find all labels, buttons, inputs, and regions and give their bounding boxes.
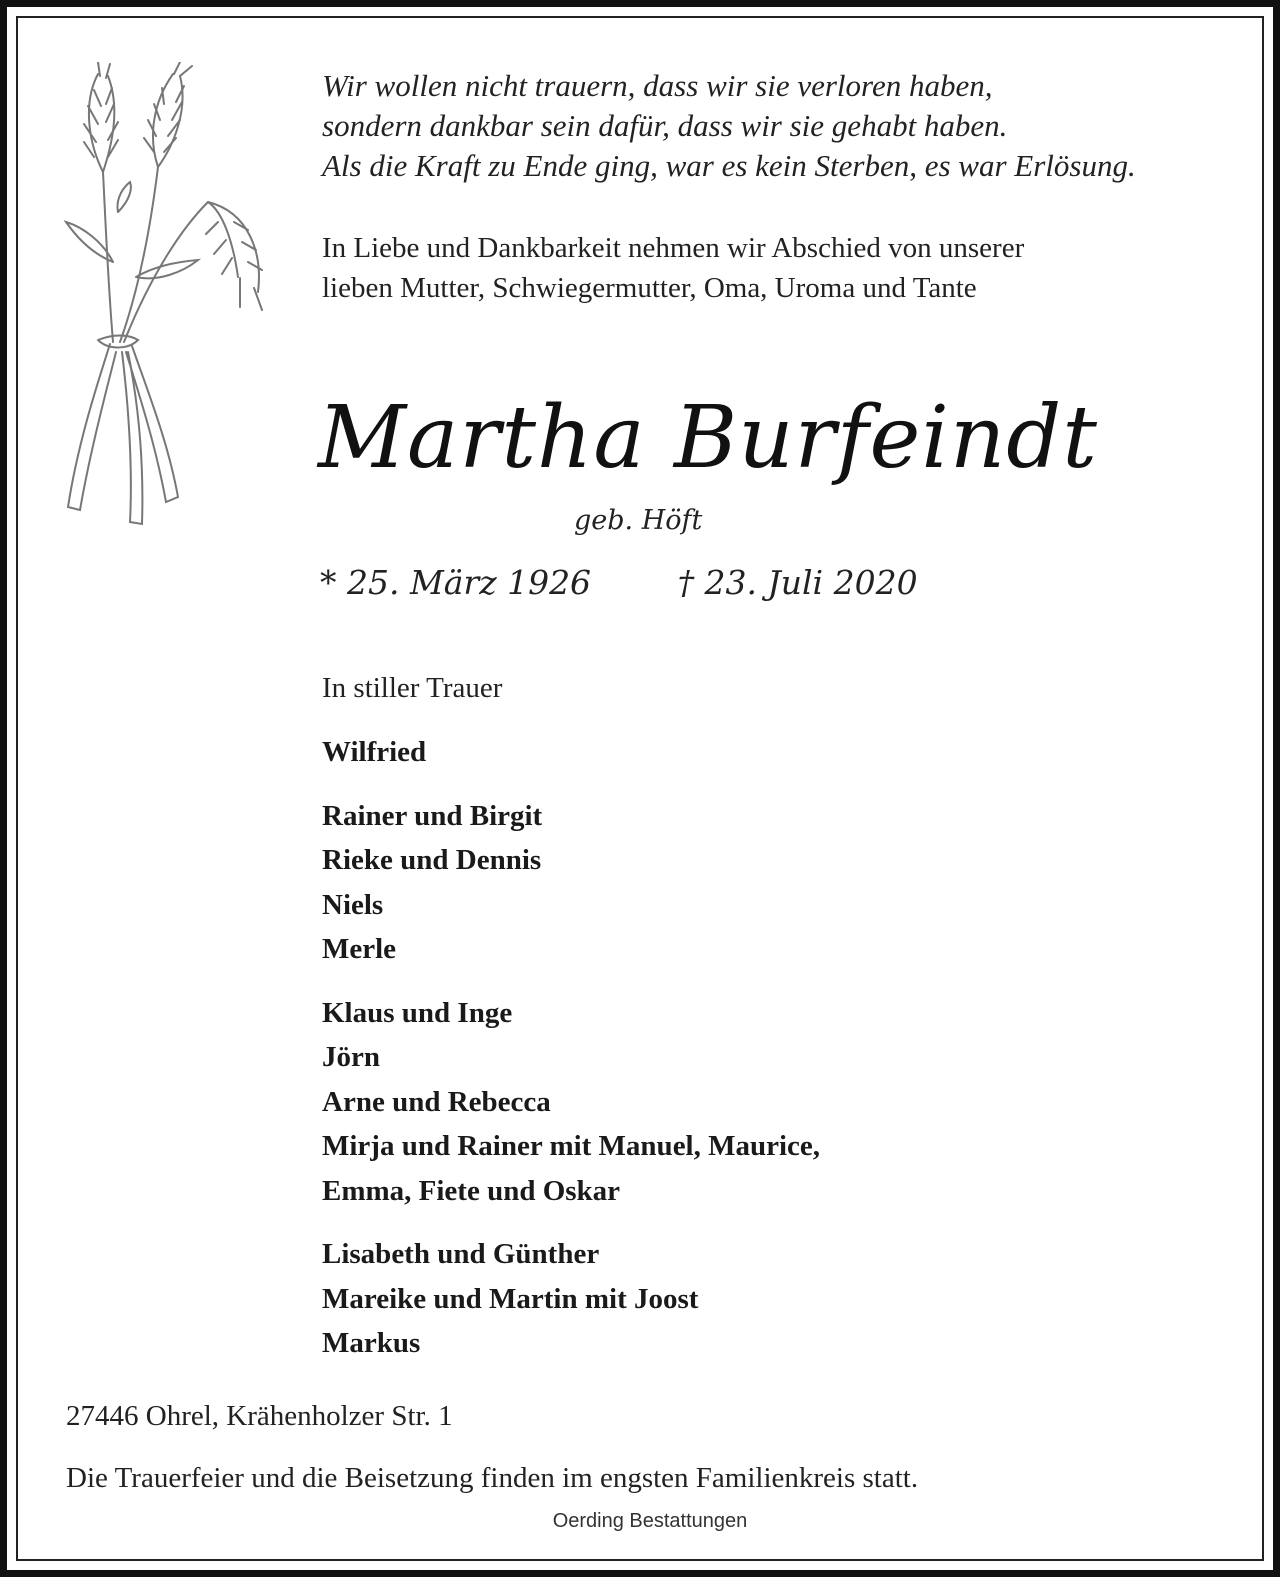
wheat-bundle-icon — [58, 62, 268, 532]
mourning-label: In stiller Trauer — [322, 672, 503, 704]
mourner-name: Klaus und Inge — [322, 996, 513, 1029]
birth-date: * 25. März 1926 — [320, 563, 592, 602]
funeral-home: Oerding Bestattungen — [552, 1510, 748, 1532]
mourner-group — [322, 991, 1222, 1214]
mourner-name: Wilfried — [322, 736, 427, 768]
mourner-group — [322, 794, 1222, 972]
mourner-name: Emma, Fiete und Oskar — [322, 1174, 621, 1207]
poem-line: sondern dankbar sein dafür, dass wir sie gehabt haben. — [322, 108, 1008, 143]
mourner-group — [322, 1232, 1222, 1366]
mourner-name: Merle — [322, 933, 397, 965]
poem-line: Als die Kraft zu Ende ging, war es kein Sterben, es war Erlösung. — [322, 148, 1136, 183]
death-date: † 23. Juli 2020 — [677, 563, 918, 602]
mourner-name: Arne und Rebecca — [322, 1085, 551, 1118]
address: 27446 Ohrel, Krähenholzer Str. 1 — [66, 1400, 453, 1432]
mourner-name: Niels — [322, 888, 384, 921]
mourner-group — [322, 730, 1222, 775]
mourner-name: Rainer und Birgit — [322, 799, 543, 832]
mourners-list — [322, 730, 1222, 1385]
poem — [322, 66, 1262, 186]
life-dates — [320, 563, 918, 602]
intro-line: lieben Mutter, Schwiegermutter, Oma, Uroma und Tante — [322, 272, 977, 304]
mourner-name: Mareike und Martin mit Joost — [322, 1282, 699, 1315]
poem-line: Wir wollen nicht trauern, dass wir sie verloren haben, — [322, 68, 993, 103]
deceased-name: Martha Burfeindt — [318, 388, 1098, 488]
intro-text — [322, 228, 1222, 308]
intro-line: In Liebe und Dankbarkeit nehmen wir Abschied von unserer — [322, 232, 1025, 264]
funeral-notice: Die Trauerfeier und die Beisetzung finden im engsten Familienkreis statt. — [66, 1462, 919, 1494]
mourner-name: Markus — [322, 1327, 421, 1359]
birth-name: geb. Höft — [574, 505, 703, 536]
mourner-name: Jörn — [322, 1041, 380, 1073]
mourner-name: Rieke und Dennis — [322, 844, 542, 876]
mourner-name: Mirja und Rainer mit Manuel, Maurice, — [322, 1130, 821, 1162]
mourner-name: Lisabeth und Günther — [322, 1238, 600, 1270]
